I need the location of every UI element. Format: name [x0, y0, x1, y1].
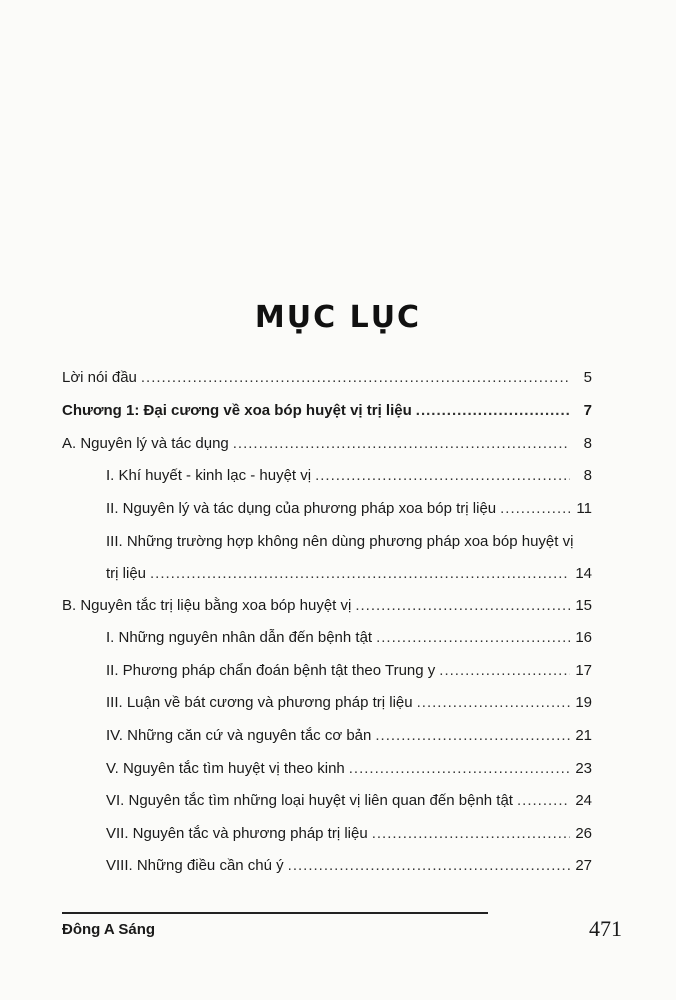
toc-entry-continuation: trị liệu: [106, 565, 147, 582]
leader-dots: [355, 596, 570, 616]
page-title: MỤC LỤC: [254, 300, 422, 335]
leader-dots: [150, 564, 570, 584]
leader-dots: [376, 628, 570, 648]
toc-entry-page: 16: [575, 629, 592, 646]
toc-entry-page: 19: [575, 694, 592, 711]
leader-dots: [372, 824, 570, 844]
toc-entry-page: 27: [575, 857, 592, 874]
footer-author: Đông A Sáng: [62, 921, 156, 938]
toc-entry-page: 11: [576, 500, 592, 517]
toc-entry-page: 8: [583, 467, 592, 484]
footer-rule: [62, 912, 488, 914]
leader-dots: [288, 856, 570, 876]
toc-entry-page: 21: [575, 727, 592, 744]
toc-entry-page: 14: [575, 565, 592, 582]
leader-dots: [233, 434, 570, 454]
leader-dots: [141, 368, 570, 388]
leader-dots: [517, 791, 570, 811]
leader-dots: [315, 466, 570, 486]
toc-entry-page: 7: [583, 402, 592, 419]
toc-entry-section-a[interactable]: [62, 434, 592, 454]
toc-entry-page: 8: [583, 435, 592, 452]
toc-entry-label: III. Luận về bát cương và phương pháp trị liệu: [106, 694, 413, 711]
toc-entry-b-3[interactable]: [106, 693, 592, 713]
toc-entry-page: 15: [575, 597, 592, 614]
toc-entry-a-2[interactable]: [106, 499, 592, 519]
toc-entry-b-6[interactable]: [106, 791, 592, 811]
toc-entry-label: I. Khí huyết - kinh lạc - huyệt vị: [106, 467, 312, 484]
toc-entry-a-1[interactable]: [106, 466, 592, 486]
toc-entry-label: I. Những nguyên nhân dẫn đến bệnh tật: [106, 629, 373, 646]
footer-page-number: 471: [589, 916, 622, 941]
toc-entry-page: 24: [575, 792, 592, 809]
toc-entry-label: Lời nói đầu: [62, 369, 137, 386]
toc-entry-b-7[interactable]: [106, 824, 592, 844]
toc-entry-page: 23: [575, 760, 592, 777]
toc-entry-label: IV. Những căn cứ và nguyên tắc cơ bản: [106, 727, 372, 744]
leader-dots: [439, 661, 570, 681]
toc-entry-preface[interactable]: [62, 368, 592, 388]
toc-entry-a-3-label[interactable]: III. Những trường hợp không nên dùng phương pháp xoa bóp huyệt vị: [106, 533, 574, 550]
leader-dots: [417, 693, 570, 713]
toc-entry-label: B. Nguyên tắc trị liệu bằng xoa bóp huyệt vị: [62, 597, 352, 614]
toc-entry-b-4[interactable]: [106, 726, 592, 746]
toc-entry-chapter-1[interactable]: [62, 401, 592, 421]
leader-dots: [375, 726, 570, 746]
toc-entry-label: VII. Nguyên tắc và phương pháp trị liệu: [106, 825, 368, 842]
toc-entry-a-3[interactable]: [106, 564, 592, 584]
toc-entry-section-b[interactable]: [62, 596, 592, 616]
toc-entry-b-2[interactable]: [106, 661, 592, 681]
toc-entry-b-5[interactable]: [106, 759, 592, 779]
toc-entry-label: Chương 1: Đại cương về xoa bóp huyệt vị trị liệu: [62, 402, 412, 419]
leader-dots: [500, 499, 570, 519]
toc-entry-label: VIII. Những điều cần chú ý: [106, 857, 284, 874]
toc-entry-label: VI. Nguyên tắc tìm những loại huyệt vị liên quan đến bệnh tật: [106, 792, 513, 809]
toc-entry-label: II. Phương pháp chẩn đoán bệnh tật theo Trung y: [106, 662, 436, 679]
toc-entry-page: 26: [575, 825, 592, 842]
toc-entry-label: II. Nguyên lý và tác dụng của phương pháp xoa bóp trị liệu: [106, 500, 497, 517]
toc-entry-label: V. Nguyên tắc tìm huyệt vị theo kinh: [106, 760, 345, 777]
toc-entry-b-1[interactable]: [106, 628, 592, 648]
leader-dots: [349, 759, 570, 779]
toc-entry-page: 5: [583, 369, 592, 386]
leader-dots: [416, 401, 570, 421]
toc-entry-label: A. Nguyên lý và tác dụng: [62, 435, 229, 452]
toc-entry-b-8[interactable]: [106, 856, 592, 876]
toc-entry-page: 17: [575, 662, 592, 679]
